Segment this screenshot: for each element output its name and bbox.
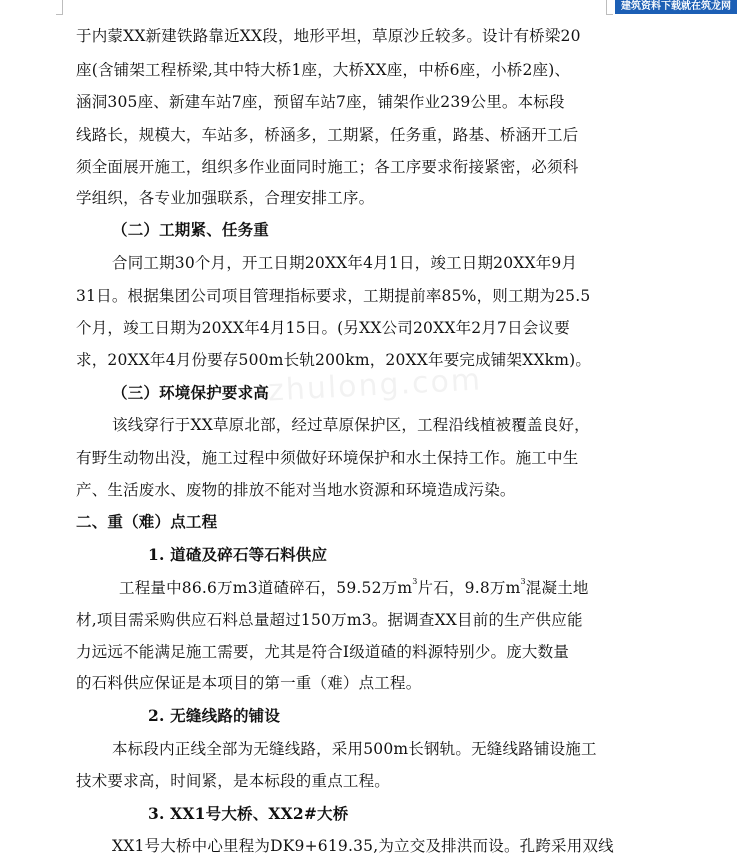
- body-text-line: 座(含铺架工程桥梁,其中特大桥1座，大桥XX座，中桥6座，小桥2座)、: [76, 61, 571, 79]
- text-run: 片石，9.8万m: [417, 579, 521, 597]
- margin-corner-mark: [56, 0, 63, 15]
- section-heading: （三）环境保护要求高: [112, 383, 270, 402]
- body-text-line: 于内蒙XX新建铁路靠近XX段，地形平坦，草原沙丘较多。设计有桥梁20: [76, 27, 581, 45]
- body-text-line: 31日。根据集团公司项目管理指标要求，工期提前率85%，则工期为25.5: [76, 287, 591, 305]
- text-run: 工程量中86.6万m3道碴碎石，59.52万m: [119, 579, 413, 597]
- body-text-line: [119, 578, 589, 598]
- body-text-line: 有野生动物出没，施工过程中须做好环境保护和水土保持工作。施工中生: [76, 449, 579, 467]
- text-run: 混凝土地: [525, 579, 589, 597]
- section-heading: （二）工期紧、任务重: [112, 220, 270, 239]
- body-text-line: 力远远不能满足施工需要，尤其是符合Ⅰ级道碴的料源特别少。庞大数量: [76, 643, 570, 661]
- superscript: 3: [520, 577, 526, 586]
- chapter-heading: 二、重（难）点工程: [76, 512, 218, 531]
- body-text-line: 合同工期30个月，开工日期20XX年4月1日，竣工日期20XX年9月: [112, 254, 578, 272]
- body-text-line: 个月，竣工日期为20XX年4月15日。(另XX公司20XX年2月7日会议要: [76, 319, 570, 337]
- subsection-heading: 1. 道碴及碎石等石料供应: [148, 545, 328, 564]
- body-text-line: 该线穿行于XX草原北部，经过草原保护区，工程沿线植被覆盖良好，: [112, 416, 590, 434]
- body-text-line: 须全面展开施工，组织多作业面同时施工；各工序要求衔接紧密，必须科: [76, 158, 579, 176]
- body-text-line: 材,项目需采购供应石料总量超过150万m3。据调查XX目前的生产供应能: [76, 611, 583, 629]
- superscript: 3: [412, 577, 418, 586]
- margin-corner-mark: [606, 0, 613, 15]
- body-text-line: 涵洞305座、新建车站7座，预留车站7座，铺架作业239公里。本标段: [76, 93, 565, 111]
- subsection-heading: 2. 无缝线路的铺设: [148, 706, 281, 725]
- body-text-line: 的石料供应保证是本项目的第一重（难）点工程。: [76, 674, 422, 692]
- body-text-line: 线路长，规模大，车站多，桥涵多，工期紧，任务重，路基、桥涵开工后: [76, 126, 579, 144]
- body-text-line: 求，20XX年4月份要存500m长轨200km，20XX年要完成铺架XXkm)。: [76, 351, 592, 369]
- body-text-line: 学组织，各专业加强联系，合理安排工序。: [76, 189, 375, 207]
- subsection-heading: 3. XX1号大桥、XX2#大桥: [148, 804, 349, 823]
- body-text-line: 本标段内正线全部为无缝线路，采用500m长钢轨。无缝线路铺设施工: [112, 740, 597, 758]
- watermark: zhulong.com: [267, 362, 483, 409]
- site-banner[interactable]: 建筑资料下载就在筑龙网: [615, 0, 737, 14]
- body-text-line: XX1号大桥中心里程为DK9+619.35,为立交及排洪而设。孔跨采用双线: [112, 837, 614, 855]
- body-text-line: 技术要求高，时间紧，是本标段的重点工程。: [76, 772, 391, 790]
- body-text-line: 产、生活废水、废物的排放不能对当地水资源和环境造成污染。: [76, 481, 516, 499]
